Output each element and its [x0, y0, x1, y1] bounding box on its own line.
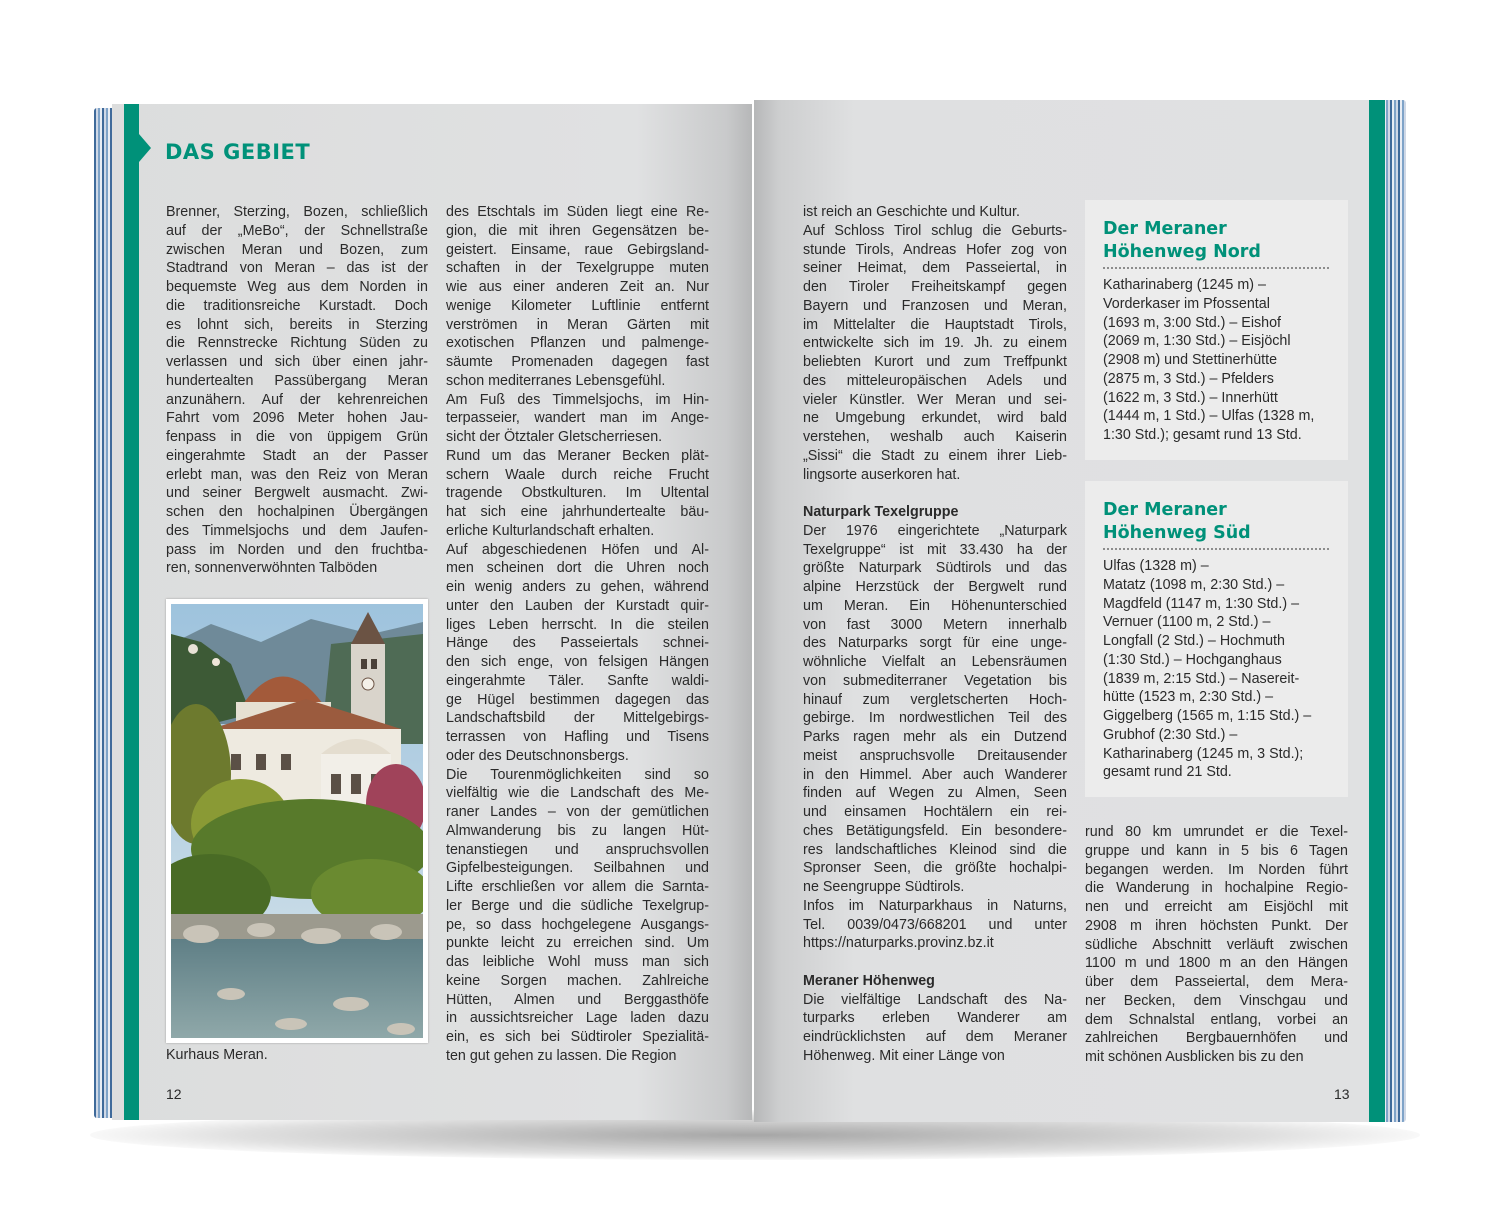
text-line: bequemste Weg aus dem Norden in [166, 279, 428, 295]
text-line: geistert. Einsame, raue Gebirgsland- [446, 241, 709, 258]
text-line: Gipfelbesteigungen. Seilbahnen und [446, 860, 709, 877]
text-line: auf der „MeBo“, der Schnellstraße [166, 222, 428, 239]
text-line: das leibliche Wohl muss man sich [446, 954, 709, 970]
text-line: des mitteleuropäischen Adels und [803, 372, 1067, 389]
text-line: ein wenig anders zu gehen, während [446, 579, 709, 595]
text-line: den Tiroler Freiheitskampf gegen [803, 279, 1067, 295]
text-line: Brenner, Sterzing, Bozen, schließlich [166, 204, 428, 220]
left-column-2 [446, 203, 709, 1066]
dotted-divider [1103, 548, 1329, 550]
text-line: zwischen Meran und Bozen, zum [166, 241, 428, 258]
infobox-title-sued: Der Meraner Höhenweg Süd [1103, 500, 1251, 543]
text-line: eingerahmte Täler. Sanfte waldi- [446, 672, 709, 689]
text-line: vieler Künstler. Wer Meran und sei- [803, 391, 1067, 408]
text-line: im Mittelalter die Hauptstadt Tirols, [803, 316, 1067, 333]
text-line: die Rennstrecke Richtung Süden zu [166, 335, 428, 352]
text-line: alpine Herzstück der Bergwelt rund [803, 579, 1067, 595]
text-line: säumte Promenaden dagegen fast [446, 354, 709, 370]
text-line: sicht der Ötztaler Gletscherriesen. [446, 429, 663, 445]
text-line: des Naturparks sorgt für eine unge- [803, 635, 1067, 652]
photo-kurhaus [166, 599, 428, 1043]
text-line: 2908 m ihren höchsten Punkt. Der [1085, 917, 1348, 934]
page-number-left: 12 [166, 1086, 182, 1102]
text-line: gion, die mit ihren Gegensätzen be- [446, 222, 709, 239]
text-line: anzunähern. Auf der kehrenreichen [166, 391, 428, 408]
route-line: 1:30 Std.); gesamt rund 13 Std. [1103, 427, 1302, 443]
text-line: in den Himmel. Aber auch Wanderer [803, 766, 1067, 783]
text-line: um Meran. Ein Höhenunterschied [803, 597, 1067, 614]
infobox-route-nord [1103, 276, 1333, 445]
route-line: (1:30 Std.) – Hochganghaus [1103, 651, 1282, 668]
route-line: (1693 m, 3:00 Std.) – Eishof [1103, 314, 1282, 331]
text-line: pe, so dass hochgelegene Ausgangs- [446, 916, 709, 933]
text-line: ner Becken, dem Vinschgau und [1085, 992, 1348, 1009]
text-line: Bayern und Franzosen und Meran, [803, 297, 1067, 314]
text-line: Spronser Seen, die größte hochalpi- [803, 860, 1067, 877]
text-line: terpasseier, wandert man im Ange- [446, 410, 709, 427]
text-line: raner Landes – von der gemütlichen [446, 804, 709, 820]
text-line: meist anspruchsvolle Dreitausender [803, 747, 1067, 764]
text-line: Tel. 0039/0473/668201 und unter [803, 916, 1067, 933]
text-line: mit schönen Ausblicken bis zu den [1085, 1049, 1304, 1065]
text-line: Stadtrand von Meran – das ist der [166, 260, 428, 277]
text-line: Lifte erschließen vor allem die Sarnta- [446, 879, 709, 895]
route-line: Matatz (1098 m, 2:30 Std.) – [1103, 576, 1285, 593]
right-column-2 [1085, 823, 1348, 1067]
route-line: (2069 m, 1:30 Std.) – Eisjöchl [1103, 333, 1291, 350]
text-line: Auf abgeschiedenen Höfen und Al- [446, 541, 709, 558]
text-line: erliche Kulturlandschaft erhalten. [446, 522, 655, 539]
text-line: Rund um das Meraner Becken plät- [446, 447, 709, 464]
text-line: Almwanderung bis zu langen Hüt- [446, 822, 709, 839]
text-line: „Sissi“ die Stadt zu einem ihrer Lieb- [803, 447, 1067, 464]
text-line: hat sich eine jahrhundertealte bäu- [446, 504, 709, 520]
subheading-hoehenweg: Meraner Höhenweg [803, 972, 935, 989]
infobox-title-nord: Der Meraner Höhenweg Nord [1103, 219, 1261, 262]
left-accent-bar [124, 104, 139, 1120]
route-line: Giggelberg (1565 m, 1:15 Std.) – [1103, 708, 1312, 724]
text-line: ne Seengruppe Südtirols. [803, 879, 965, 895]
text-line: exotischen Pflanzen und palmenge- [446, 335, 709, 352]
text-line: res landschaftliches Kleinod sind die [803, 841, 1067, 858]
text-line: südliche Abschnitt verläuft zwischen [1085, 936, 1348, 953]
text-line: beliebten Kurort und zum Treffpunkt [803, 354, 1067, 370]
route-line: (1444 m, 1 Std.) – Ulfas (1328 m, [1103, 408, 1315, 425]
text-line: Infos im Naturparkhaus in Naturns, [803, 897, 1067, 914]
text-line: pass im Norden und den fruchtba- [166, 541, 428, 558]
dotted-divider [1103, 267, 1329, 269]
text-line: fenpass in die von üppigem Grün [166, 429, 428, 445]
chapter-heading: DAS GEBIET [165, 140, 311, 164]
route-line: Katharinaberg (1245 m, 3 Std.); [1103, 745, 1304, 762]
text-line: Fahrt vom 2096 Meter hohen Jau- [166, 410, 428, 427]
text-line: vielfältig wie die Landschaft des Me- [446, 785, 709, 802]
text-line: finden auf Wegen zu Almen, Seen [803, 785, 1067, 802]
text-line: des Etschtals im Süden liegt eine Re- [446, 204, 709, 220]
route-line: gesamt rund 21 Std. [1103, 764, 1232, 781]
infobox-hoehenweg-nord [1085, 200, 1348, 460]
text-line: über dem Passeiertal, dem Mera- [1085, 974, 1348, 990]
subheading-naturpark: Naturpark Texelgruppe [803, 504, 959, 520]
text-line: von fast 3000 Metern innerhalb [803, 616, 1067, 633]
text-line: schon mediterranes Lebensgefühl. [446, 372, 666, 389]
text-line: ist reich an Geschichte und Kultur. [803, 204, 1020, 220]
text-line: keine Sorgen machen. Zahlreiche [446, 972, 709, 989]
route-line: Longfall (2 Std.) – Hochmuth [1103, 633, 1285, 649]
hoehenweg-text [803, 991, 1067, 1066]
heading-arrow-icon [139, 134, 151, 162]
text-line: tenanstiegen und anspruchsvollen [446, 841, 709, 858]
text-line: es lohnt sich, bereits in Sterzing [166, 316, 428, 333]
route-line: hütte (1523 m, 2:30 Std.) – [1103, 689, 1274, 706]
text-line: und einsamen Hochtälern ein rei- [803, 804, 1067, 820]
route-line: (2875 m, 3 Std.) – Pfelders [1103, 370, 1274, 387]
text-line: ne Umgebung erkundet, wird bald [803, 410, 1067, 427]
text-line: Hütten, Almen und Berggasthöfe [446, 991, 709, 1008]
text-line: lingsorte auserkoren hat. [803, 466, 961, 483]
text-line: verströmen in Meran Gärten mit [446, 316, 709, 333]
text-line: in aussichtsreicher Lage laden dazu [446, 1010, 709, 1027]
text-line: eingerahmte Stadt an der Passer [166, 447, 428, 464]
text-line: tragende Obstkulturen. Im Ultental [446, 485, 709, 502]
text-line: ler Berge und die südliche Texelgrup- [446, 897, 709, 914]
text-line: begangen werden. Im Norden führt [1085, 861, 1348, 878]
route-line: Magdfeld (1147 m, 1:30 Std.) – [1103, 595, 1300, 612]
text-line: wöhnliche Vielfalt an Lebensräumen [803, 654, 1067, 670]
infobox-route-sued [1103, 557, 1333, 782]
text-line: die traditionsreiche Kurstadt. Doch [166, 297, 428, 314]
kurhaus-illustration [171, 604, 423, 1038]
text-line: schen den hochalpinen Übergängen [166, 504, 428, 520]
text-line: seiner Heimat, dem Passeiertal, in [803, 260, 1067, 277]
text-line: ten gut gehen zu lassen. Die Region [446, 1047, 677, 1064]
text-line: wie aus einer anderen Zeit an. Nur [446, 279, 709, 295]
text-line: Die vielfältige Landschaft des Na- [803, 991, 1067, 1008]
text-line: wenige Kilometer Luftlinie entfernt [446, 297, 709, 314]
text-line: hinauf zum vergletscherten Hoch- [803, 691, 1067, 708]
route-line: Vorderkaser im Pfossental [1103, 295, 1270, 312]
text-line: Am Fuß des Timmelsjochs, im Hin- [446, 391, 709, 408]
text-line: Landschaftsbild der Mittelgebirgs- [446, 710, 709, 727]
intro-text [803, 203, 1067, 484]
text-line: Hänge des Passeiertals schnei- [446, 635, 709, 652]
route-line: (1622 m, 3 Std.) – Innerhütt [1103, 389, 1278, 406]
text-line: ches Betätigungsfeld. Ein besondere- [803, 822, 1067, 839]
text-line: ein, es sich bei Südtiroler Spezialitä- [446, 1029, 709, 1045]
text-line: Auf Schloss Tirol schlug die Geburts- [803, 222, 1067, 239]
route-line: Ulfas (1328 m) – [1103, 558, 1209, 574]
text-line: punkte leicht zu erreichen sind. Um [446, 935, 709, 952]
text-line: den sich enge, von felsigen Hängen [446, 654, 709, 670]
photo-caption: Kurhaus Meran. [166, 1047, 268, 1063]
naturpark-text [803, 522, 1067, 953]
text-line: liges Leben herrscht. In die steilen [446, 616, 709, 633]
text-line: schern Waale durch reiche Frucht [446, 466, 709, 483]
text-line: gruppe und kann in 5 bis 6 Tagen [1085, 842, 1348, 859]
right-page-edges [1384, 100, 1406, 1122]
text-line: größte Naturpark Südtirols und das [803, 560, 1067, 577]
text-line: nen und erreicht am Eisjöchl mit [1085, 899, 1348, 915]
text-line: von submediterraner Vegetation bis [803, 672, 1067, 689]
text-line: Höhenweg. Mit einer Länge von [803, 1047, 1005, 1064]
page-number-right: 13 [1334, 1086, 1350, 1102]
text-line: https://naturparks.provinz.bz.it [803, 935, 994, 952]
text-line: men scheinen dort die Uhren noch [446, 560, 709, 577]
route-line: (2908 m) und Stettinerhütte [1103, 352, 1278, 368]
left-page-edges [94, 108, 114, 1118]
text-line: gebirge. Im nordwestlichen Teil des [803, 710, 1067, 727]
text-line: erlebt man, was den Reiz von Meran [166, 466, 428, 483]
text-line: Texelgruppe“ ist mit 33.430 ha der [803, 541, 1067, 558]
text-line: stunde Tirols, Andreas Hofer zog von [803, 241, 1067, 258]
text-line: rund 80 km umrundet er die Texel- [1085, 824, 1348, 840]
text-line: turparks erleben Wanderer am [803, 1010, 1067, 1027]
route-line: Grubhof (2:30 Std.) – [1103, 726, 1238, 743]
text-line: Parks ragen mehr als ein Dutzend [803, 729, 1067, 745]
text-line: dem Schnalstal entlang, vorbei an [1085, 1011, 1348, 1028]
text-line: terrassen von Hafling und Tisens [446, 729, 709, 745]
route-line: (1839 m, 2:15 Std.) – Nasereit- [1103, 670, 1300, 687]
text-line: schaften in der Texelgruppe muten [446, 260, 709, 277]
route-line: Vernuer (1100 m, 2 Std.) – [1103, 614, 1271, 631]
text-line: verlassen und sich über einen jahr- [166, 354, 428, 370]
text-line: und seiner Bergwelt ausmacht. Zwi- [166, 485, 428, 502]
text-line: oder des Deutschnonsbergs. [446, 747, 629, 764]
left-column-1 [166, 203, 428, 578]
text-line: verstehen, weshalb auch Kaiserin [803, 429, 1067, 445]
text-line: entwickelte sich im 19. Jh. zu einem [803, 335, 1067, 352]
route-line: Katharinaberg (1245 m) – [1103, 277, 1266, 293]
text-line: 1100 m und 1800 m an den Hängen [1085, 955, 1348, 972]
text-line: hundertealten Passübergang Meran [166, 372, 428, 389]
text-line: Die Tourenmöglichkeiten sind so [446, 766, 709, 783]
text-line: ge Hügel bestimmen dagegen das [446, 691, 709, 708]
right-column-1 [803, 203, 1067, 1066]
text-line: des Timmelsjochs und dem Jaufen- [166, 522, 428, 539]
text-line: ren, sonnenverwöhnten Talböden [166, 560, 378, 577]
infobox-hoehenweg-sued [1085, 481, 1348, 797]
text-line: die Wanderung in hochalpine Regio- [1085, 880, 1348, 897]
text-line: Der 1976 eingerichtete „Naturpark [803, 522, 1067, 539]
text-line: eindrücklichsten auf dem Meraner [803, 1029, 1067, 1045]
text-line: unter den Lauben der Kurstadt quir- [446, 597, 709, 614]
text-line: zahlreichen Bergbauernhöfen und [1085, 1030, 1348, 1047]
right-accent-bar [1369, 100, 1385, 1122]
